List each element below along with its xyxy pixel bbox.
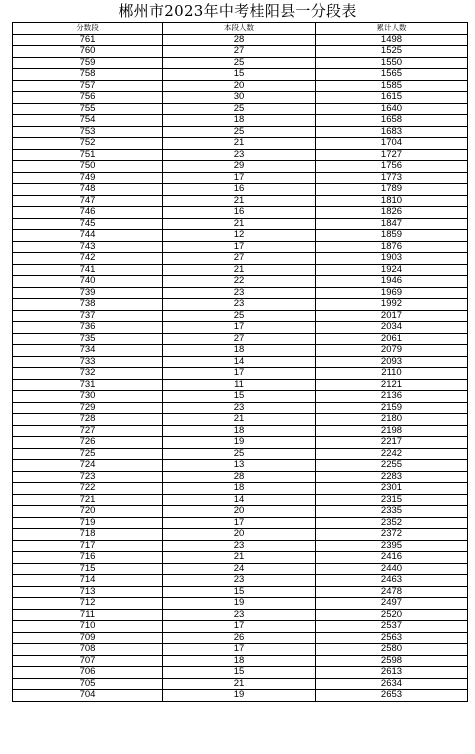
cell-cumulative-count: 2563 — [316, 632, 468, 644]
cell-segment-count: 15 — [163, 69, 316, 81]
table-row — [13, 586, 468, 598]
table-row — [13, 195, 468, 207]
cell-cumulative-count: 1727 — [316, 149, 468, 161]
cell-segment-count: 23 — [163, 575, 316, 587]
cell-score: 720 — [13, 506, 163, 518]
cell-segment-count: 19 — [163, 690, 316, 702]
cell-cumulative-count: 2580 — [316, 644, 468, 656]
cell-segment-count: 20 — [163, 80, 316, 92]
cell-cumulative-count: 2653 — [316, 690, 468, 702]
table-row — [13, 598, 468, 610]
cell-cumulative-count: 2301 — [316, 483, 468, 495]
table-row — [13, 494, 468, 506]
table-row — [13, 310, 468, 322]
cell-score: 735 — [13, 333, 163, 345]
table-row — [13, 172, 468, 184]
cell-segment-count: 18 — [163, 115, 316, 127]
cell-cumulative-count: 2634 — [316, 678, 468, 690]
table-row — [13, 126, 468, 138]
cell-segment-count: 18 — [163, 655, 316, 667]
table-row — [13, 333, 468, 345]
cell-cumulative-count: 1756 — [316, 161, 468, 173]
cell-score: 753 — [13, 126, 163, 138]
cell-segment-count: 28 — [163, 34, 316, 46]
cell-segment-count: 23 — [163, 609, 316, 621]
cell-score: 760 — [13, 46, 163, 58]
cell-cumulative-count: 2497 — [316, 598, 468, 610]
cell-cumulative-count: 1847 — [316, 218, 468, 230]
table-row — [13, 356, 468, 368]
cell-score: 727 — [13, 425, 163, 437]
table-row — [13, 276, 468, 288]
column-header-score: 分数段 — [13, 23, 163, 35]
table-row — [13, 632, 468, 644]
cell-segment-count: 27 — [163, 253, 316, 265]
cell-score: 742 — [13, 253, 163, 265]
cell-cumulative-count: 2136 — [316, 391, 468, 403]
cell-segment-count: 26 — [163, 632, 316, 644]
cell-segment-count: 25 — [163, 126, 316, 138]
table-row — [13, 80, 468, 92]
cell-segment-count: 18 — [163, 345, 316, 357]
cell-score: 751 — [13, 149, 163, 161]
cell-score: 732 — [13, 368, 163, 380]
cell-score: 730 — [13, 391, 163, 403]
cell-score: 734 — [13, 345, 163, 357]
cell-score: 731 — [13, 379, 163, 391]
cell-segment-count: 11 — [163, 379, 316, 391]
cell-score: 745 — [13, 218, 163, 230]
cell-segment-count: 23 — [163, 287, 316, 299]
cell-segment-count: 22 — [163, 276, 316, 288]
cell-segment-count: 21 — [163, 138, 316, 150]
cell-score: 759 — [13, 57, 163, 69]
table-row — [13, 414, 468, 426]
cell-score: 752 — [13, 138, 163, 150]
cell-score: 749 — [13, 172, 163, 184]
cell-score: 717 — [13, 540, 163, 552]
table-row — [13, 552, 468, 564]
table-row — [13, 575, 468, 587]
cell-cumulative-count: 2463 — [316, 575, 468, 587]
cell-segment-count: 19 — [163, 598, 316, 610]
cell-cumulative-count: 1876 — [316, 241, 468, 253]
table-row — [13, 402, 468, 414]
table-row — [13, 138, 468, 150]
table-row — [13, 391, 468, 403]
cell-segment-count: 29 — [163, 161, 316, 173]
cell-cumulative-count: 1773 — [316, 172, 468, 184]
table-row — [13, 253, 468, 265]
table-row — [13, 529, 468, 541]
column-header-cumulative-count: 累计人数 — [316, 23, 468, 35]
cell-segment-count: 17 — [163, 621, 316, 633]
cell-segment-count: 13 — [163, 460, 316, 472]
cell-score: 713 — [13, 586, 163, 598]
cell-cumulative-count: 2416 — [316, 552, 468, 564]
cell-score: 758 — [13, 69, 163, 81]
table-row — [13, 517, 468, 529]
cell-segment-count: 12 — [163, 230, 316, 242]
cell-segment-count: 28 — [163, 471, 316, 483]
table-row — [13, 69, 468, 81]
cell-score: 736 — [13, 322, 163, 334]
table-body — [13, 34, 468, 701]
cell-segment-count: 16 — [163, 184, 316, 196]
cell-segment-count: 30 — [163, 92, 316, 104]
cell-score: 719 — [13, 517, 163, 529]
cell-cumulative-count: 2242 — [316, 448, 468, 460]
cell-score: 744 — [13, 230, 163, 242]
cell-segment-count: 25 — [163, 103, 316, 115]
cell-segment-count: 27 — [163, 333, 316, 345]
table-row — [13, 678, 468, 690]
cell-cumulative-count: 2478 — [316, 586, 468, 598]
cell-score: 746 — [13, 207, 163, 219]
cell-cumulative-count: 1946 — [316, 276, 468, 288]
table-row — [13, 207, 468, 219]
table-row — [13, 448, 468, 460]
cell-score: 729 — [13, 402, 163, 414]
cell-segment-count: 23 — [163, 299, 316, 311]
cell-cumulative-count: 2061 — [316, 333, 468, 345]
cell-cumulative-count: 2598 — [316, 655, 468, 667]
table-row — [13, 655, 468, 667]
table-row — [13, 264, 468, 276]
cell-segment-count: 23 — [163, 149, 316, 161]
table-row — [13, 241, 468, 253]
cell-score: 716 — [13, 552, 163, 564]
cell-segment-count: 20 — [163, 506, 316, 518]
table-row — [13, 644, 468, 656]
cell-segment-count: 21 — [163, 678, 316, 690]
cell-score: 707 — [13, 655, 163, 667]
table-row — [13, 57, 468, 69]
cell-cumulative-count: 2283 — [316, 471, 468, 483]
cell-cumulative-count: 2372 — [316, 529, 468, 541]
table-row — [13, 34, 468, 46]
cell-score: 728 — [13, 414, 163, 426]
cell-score: 733 — [13, 356, 163, 368]
table-row — [13, 621, 468, 633]
cell-cumulative-count: 2121 — [316, 379, 468, 391]
cell-segment-count: 17 — [163, 241, 316, 253]
cell-segment-count: 23 — [163, 402, 316, 414]
cell-cumulative-count: 1903 — [316, 253, 468, 265]
cell-cumulative-count: 2180 — [316, 414, 468, 426]
cell-cumulative-count: 2034 — [316, 322, 468, 334]
cell-cumulative-count: 1859 — [316, 230, 468, 242]
cell-segment-count: 27 — [163, 46, 316, 58]
cell-cumulative-count: 1826 — [316, 207, 468, 219]
cell-segment-count: 17 — [163, 517, 316, 529]
cell-segment-count: 16 — [163, 207, 316, 219]
cell-cumulative-count: 1924 — [316, 264, 468, 276]
cell-score: 725 — [13, 448, 163, 460]
cell-score: 723 — [13, 471, 163, 483]
cell-cumulative-count: 1585 — [316, 80, 468, 92]
cell-score: 747 — [13, 195, 163, 207]
cell-score: 754 — [13, 115, 163, 127]
cell-segment-count: 17 — [163, 172, 316, 184]
cell-score: 739 — [13, 287, 163, 299]
cell-cumulative-count: 1550 — [316, 57, 468, 69]
cell-cumulative-count: 1810 — [316, 195, 468, 207]
table-row — [13, 161, 468, 173]
cell-segment-count: 21 — [163, 218, 316, 230]
cell-cumulative-count: 2255 — [316, 460, 468, 472]
cell-score: 721 — [13, 494, 163, 506]
cell-score: 710 — [13, 621, 163, 633]
table-row — [13, 103, 468, 115]
table-row — [13, 563, 468, 575]
cell-segment-count: 17 — [163, 644, 316, 656]
cell-score: 722 — [13, 483, 163, 495]
cell-cumulative-count: 2093 — [316, 356, 468, 368]
cell-segment-count: 14 — [163, 356, 316, 368]
cell-segment-count: 15 — [163, 667, 316, 679]
cell-score: 711 — [13, 609, 163, 621]
table-row — [13, 667, 468, 679]
cell-score: 714 — [13, 575, 163, 587]
cell-cumulative-count: 1683 — [316, 126, 468, 138]
table-row — [13, 46, 468, 58]
cell-score: 706 — [13, 667, 163, 679]
cell-segment-count: 24 — [163, 563, 316, 575]
cell-score: 748 — [13, 184, 163, 196]
table-row — [13, 345, 468, 357]
table-row — [13, 115, 468, 127]
table-row — [13, 322, 468, 334]
score-distribution-table — [12, 22, 468, 702]
cell-score: 741 — [13, 264, 163, 276]
cell-score: 705 — [13, 678, 163, 690]
cell-cumulative-count: 2110 — [316, 368, 468, 380]
cell-segment-count: 15 — [163, 391, 316, 403]
cell-cumulative-count: 1658 — [316, 115, 468, 127]
cell-segment-count: 19 — [163, 437, 316, 449]
table-row — [13, 92, 468, 104]
cell-segment-count: 14 — [163, 494, 316, 506]
cell-segment-count: 23 — [163, 540, 316, 552]
cell-cumulative-count: 1640 — [316, 103, 468, 115]
cell-segment-count: 17 — [163, 322, 316, 334]
cell-score: 743 — [13, 241, 163, 253]
cell-cumulative-count: 2198 — [316, 425, 468, 437]
cell-score: 724 — [13, 460, 163, 472]
table-row — [13, 540, 468, 552]
cell-score: 708 — [13, 644, 163, 656]
cell-cumulative-count: 2537 — [316, 621, 468, 633]
table-row — [13, 287, 468, 299]
cell-score: 718 — [13, 529, 163, 541]
table-row — [13, 230, 468, 242]
cell-cumulative-count: 2315 — [316, 494, 468, 506]
cell-score: 738 — [13, 299, 163, 311]
cell-segment-count: 21 — [163, 552, 316, 564]
cell-segment-count: 15 — [163, 586, 316, 598]
cell-cumulative-count: 1704 — [316, 138, 468, 150]
cell-segment-count: 25 — [163, 448, 316, 460]
cell-score: 712 — [13, 598, 163, 610]
cell-cumulative-count: 2159 — [316, 402, 468, 414]
table-row — [13, 690, 468, 702]
cell-segment-count: 21 — [163, 414, 316, 426]
cell-segment-count: 21 — [163, 195, 316, 207]
table-row — [13, 506, 468, 518]
cell-score: 755 — [13, 103, 163, 115]
cell-score: 715 — [13, 563, 163, 575]
cell-cumulative-count: 2079 — [316, 345, 468, 357]
table-row — [13, 425, 468, 437]
table-row — [13, 184, 468, 196]
cell-cumulative-count: 2017 — [316, 310, 468, 322]
table-row — [13, 483, 468, 495]
cell-cumulative-count: 2520 — [316, 609, 468, 621]
table-row — [13, 460, 468, 472]
cell-cumulative-count: 1969 — [316, 287, 468, 299]
column-header-segment-count: 本段人数 — [163, 23, 316, 35]
cell-cumulative-count: 2613 — [316, 667, 468, 679]
cell-score: 740 — [13, 276, 163, 288]
cell-cumulative-count: 1525 — [316, 46, 468, 58]
cell-cumulative-count: 2395 — [316, 540, 468, 552]
cell-segment-count: 17 — [163, 368, 316, 380]
table-row — [13, 609, 468, 621]
cell-cumulative-count: 1992 — [316, 299, 468, 311]
cell-cumulative-count: 1498 — [316, 34, 468, 46]
cell-cumulative-count: 2352 — [316, 517, 468, 529]
cell-score: 757 — [13, 80, 163, 92]
cell-cumulative-count: 2335 — [316, 506, 468, 518]
cell-score: 756 — [13, 92, 163, 104]
cell-score: 737 — [13, 310, 163, 322]
cell-score: 761 — [13, 34, 163, 46]
cell-segment-count: 18 — [163, 483, 316, 495]
table-row — [13, 471, 468, 483]
cell-segment-count: 21 — [163, 264, 316, 276]
cell-cumulative-count: 1615 — [316, 92, 468, 104]
table-row — [13, 379, 468, 391]
cell-score: 726 — [13, 437, 163, 449]
cell-cumulative-count: 1565 — [316, 69, 468, 81]
table-row — [13, 218, 468, 230]
cell-segment-count: 18 — [163, 425, 316, 437]
cell-score: 750 — [13, 161, 163, 173]
cell-segment-count: 25 — [163, 57, 316, 69]
page-title: 郴州市2023年中考桂阳县一分段表 — [118, 2, 357, 20]
table-header-row — [13, 23, 468, 35]
table-row — [13, 299, 468, 311]
table-row — [13, 437, 468, 449]
cell-score: 704 — [13, 690, 163, 702]
cell-score: 709 — [13, 632, 163, 644]
cell-cumulative-count: 2440 — [316, 563, 468, 575]
table-row — [13, 149, 468, 161]
cell-segment-count: 25 — [163, 310, 316, 322]
cell-cumulative-count: 2217 — [316, 437, 468, 449]
cell-cumulative-count: 1789 — [316, 184, 468, 196]
cell-segment-count: 20 — [163, 529, 316, 541]
table-row — [13, 368, 468, 380]
